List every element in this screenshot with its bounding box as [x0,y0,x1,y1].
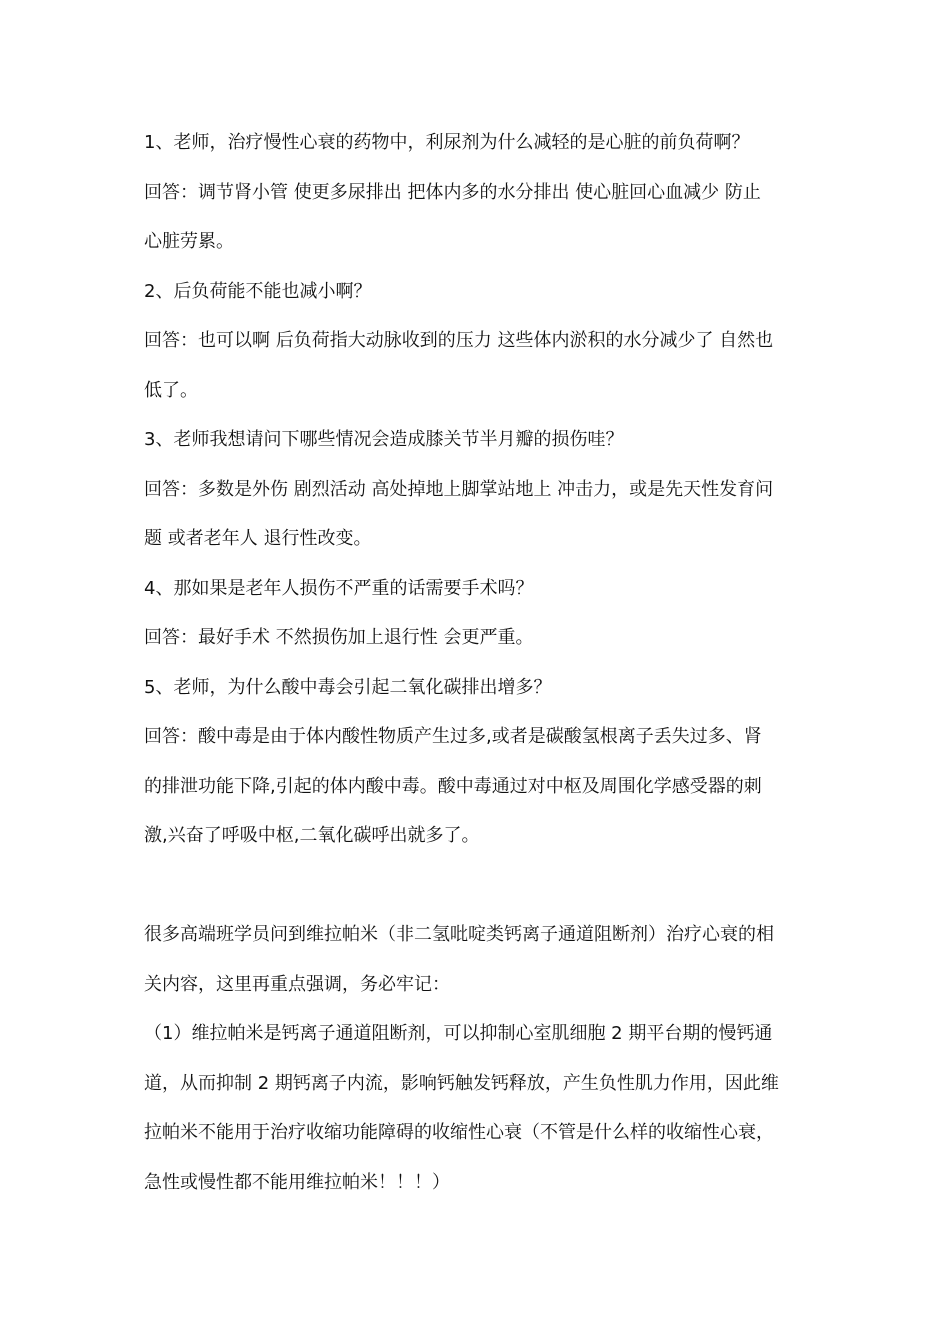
answer-3-line-1: 回答：多数是外伤 剧烈活动 高处掉地上脚掌站地上 冲击力，或是先天性发育问 [144,478,774,500]
answer-2-line-1: 回答：也可以啊 后负荷指大动脉收到的压力 这些体内淤积的水分减少了 自然也 [144,330,774,351]
note-intro-line-2: 关内容，这里再重点强调，务必牢记： [144,973,450,995]
answer-5-line-3: 激,兴奋了呼吸中枢,二氧化碳呼出就多了。 [144,825,480,846]
paragraph-gap [144,861,812,911]
note-point-line-4: 急性或慢性都不能用维拉帕米！！！） [144,1171,450,1193]
question-3: 3、老师我想请问下哪些情况会造成膝关节半月瓣的损伤哇？ [144,429,624,450]
question-5: 5、老师，为什么酸中毒会引起二氧化碳排出增多？ [144,676,552,698]
answer-3-line-2: 题 或者老年人 退行性改变。 [144,528,372,549]
note-point-line-3: 拉帕米不能用于治疗收缩功能障碍的收缩性心衰（不管是什么样的收缩性心衰， [144,1122,774,1143]
note-point-line-2: 道，从而抑制 2 期钙离子内流，影响钙触发钙释放，产生负性肌力作用，因此维 [144,1072,779,1094]
question-2: 2、后负荷能不能也减小啊？ [144,280,372,302]
answer-5-line-2: 的排泄功能下降,引起的体内酸中毒。酸中毒通过对中枢及周围化学感受器的刺 [144,775,762,797]
question-4: 4、那如果是老年人损伤不严重的话需要手术吗？ [144,577,534,599]
note-point-line-1: （1）维拉帕米是钙离子通道阻断剂，可以抑制心室肌细胞 2 期平台期的慢钙通 [144,1023,773,1044]
question-1: 1、老师，治疗慢性心衰的药物中，利尿剂为什么减轻的是心脏的前负荷啊？ [144,132,750,153]
note-intro-line-1: 很多高端班学员问到维拉帕米（非二氢吡啶类钙离子通道阻断剂）治疗心衰的相 [144,924,774,945]
answer-4-line-1: 回答：最好手术 不然损伤加上退行性 会更严重。 [144,627,534,648]
answer-1-line-2: 心脏劳累。 [144,231,234,252]
answer-1-line-1: 回答：调节肾小管 使更多尿排出 把体内多的水分排出 使心脏回心血减少 防止 [144,181,761,203]
document-body [144,118,812,1207]
answer-5-line-1: 回答：酸中毒是由于体内酸性物质产生过多,或者是碳酸氢根离子丢失过多、肾 [144,726,762,747]
answer-2-line-2: 低了。 [144,379,198,401]
